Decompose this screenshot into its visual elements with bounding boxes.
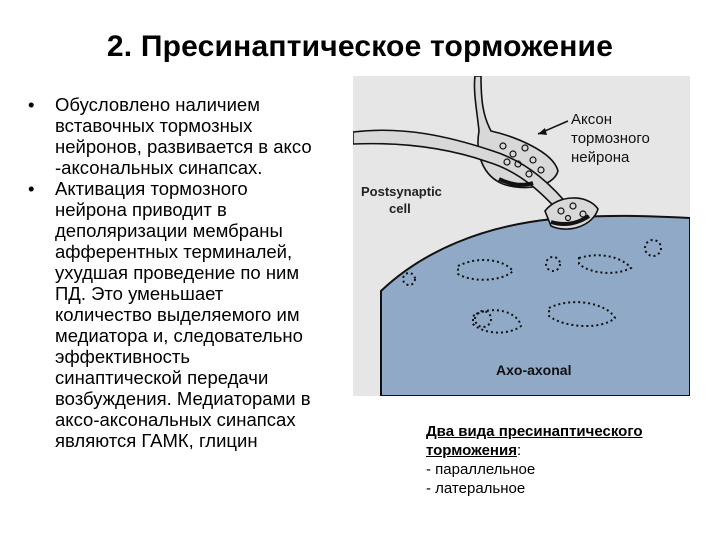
synapse-diagram [353, 76, 690, 396]
postsynaptic-label-line1: Postsynaptic [361, 184, 442, 199]
axo-axonal-synapse-figure [353, 76, 690, 396]
caption-item: - латеральное [426, 480, 526, 497]
postsynaptic-label-line2: cell [389, 201, 411, 216]
caption-title [426, 422, 706, 460]
figure-caption [426, 422, 706, 498]
caption-item: - параллельное [426, 461, 536, 478]
axon-label-line2: тормозного [571, 130, 650, 147]
bullet-item: • Активация тормозного нейрона приводит в деполяризации мембраны афферентных терминалей, ухудшая проведение по ним ПД. Это уменьшает количество выделяемого им медиатора и, следовательно эффективность синаптической передачи возбуждения. Медиаторами в аксо-аксональных синапсах являются ГАМК, глицин [28, 178, 373, 451]
bullet-list [28, 94, 373, 451]
caption-title-line2: торможения [426, 442, 517, 459]
slide-title: 2. Пресинаптическое торможение [106, 30, 614, 63]
axo-axonal-label: Axo-axonal [496, 362, 572, 378]
caption-title-line1: Два вида пресинаптического [426, 423, 643, 440]
caption-title-suffix: : [517, 442, 522, 459]
bullet-item: • Обусловлено наличием вставочных тормозных нейронов, развивается в аксо -аксональных синапсах. [28, 94, 373, 178]
axon-label-line3: нейрона [571, 149, 630, 166]
axon-label-line1: Аксон [571, 111, 613, 128]
